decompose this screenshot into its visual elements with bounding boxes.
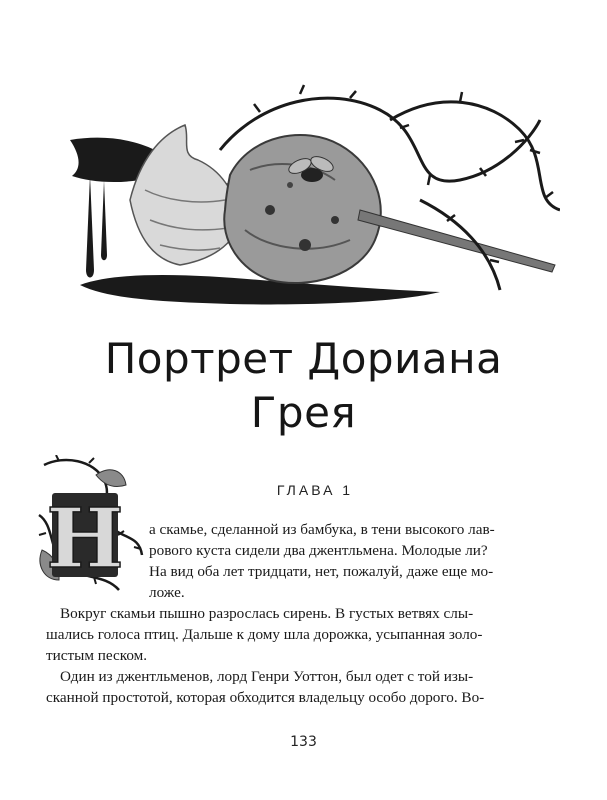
drop-cap-ornament: [34, 455, 146, 595]
body-line-8: Один из джентльменов, лорд Генри Уоттон, был одет с той изы-: [60, 668, 474, 685]
header-illustration: [60, 80, 560, 320]
title-line-1: Портрет Дориана: [104, 334, 503, 383]
page-title: [0, 332, 607, 440]
body-line-1: а скамье, сделанной из бамбука, в тени высокого лав-: [149, 521, 495, 538]
body-line-6: шались голоса птиц. Дальше к дому шла дорожка, усыпанная золо-: [46, 626, 483, 643]
drop-cap-letter: Н: [46, 491, 124, 587]
body-line-9: сканной простотой, которая обходится владельцу особо дорого. Во-: [46, 689, 485, 706]
page-number: 133: [290, 734, 317, 750]
body-line-3: На вид оба лет тридцати, нет, пожалуй, даже еще мо-: [149, 563, 494, 580]
title-line-2: Грея: [250, 388, 357, 437]
body-line-4: ложе.: [149, 584, 185, 601]
body-line-7: тистым песком.: [46, 647, 148, 664]
body-line-2: рового куста сидели два джентльмена. Молодые ли?: [149, 542, 488, 559]
chapter-label: ГЛАВА 1: [276, 482, 354, 498]
body-line-5: Вокруг скамьи пышно разрослась сирень. В густых ветвях слы-: [60, 605, 474, 622]
